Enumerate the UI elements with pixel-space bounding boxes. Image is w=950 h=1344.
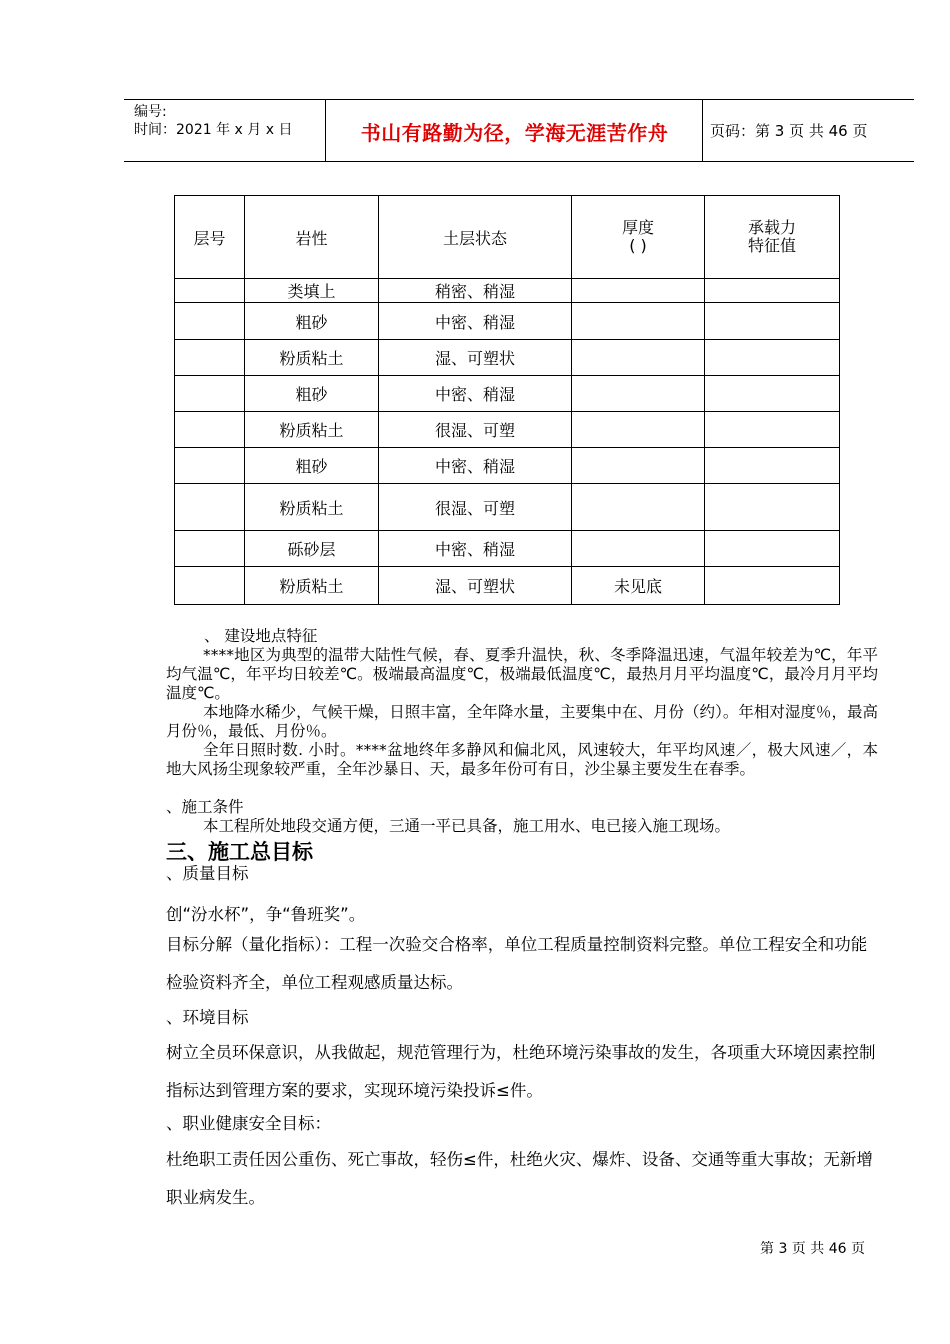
header-divider	[702, 100, 703, 161]
cell-thickness	[572, 412, 705, 448]
cell-layer	[175, 303, 245, 340]
cell-rock: 粗砂	[245, 376, 379, 412]
cell-rock: 粉质粘土	[245, 484, 379, 531]
cell-capacity	[705, 412, 840, 448]
cell-rock: 类填上	[245, 279, 379, 303]
cell-layer	[175, 340, 245, 376]
table-row	[175, 303, 840, 340]
construction-heading: 、施工条件	[166, 798, 244, 816]
footer-page-number: 第 3 页 共 46 页	[760, 1241, 865, 1257]
cell-layer	[175, 279, 245, 303]
cell-rock: 砾砂层	[245, 531, 379, 567]
cell-layer	[175, 567, 245, 605]
quality-award-line: 创“汾水杯”，争“鲁班奖”。	[166, 905, 366, 924]
cell-state: 稍密、稍湿	[379, 279, 572, 303]
cell-capacity	[705, 279, 840, 303]
environment-text: 树立全员环保意识，从我做起，规范管理行为，杜绝环境污染事故的发生，各项重大环境因素控制指标达到管理方案的要求，实现环境污染投诉≤件。	[166, 1043, 876, 1100]
construction-paragraph: 本工程所处地段交通方便，三通一平已具备，施工用水、电已接入施工现场。	[203, 817, 731, 835]
quality-heading: 、质量目标	[166, 864, 249, 883]
cell-capacity	[705, 448, 840, 484]
header-thickness-line1: 厚度	[621, 218, 654, 237]
cell-thickness	[572, 448, 705, 484]
header-capacity-line2: 特征值	[747, 236, 796, 255]
header-rock: 岩性	[245, 196, 379, 279]
document-time-label: 时间：2021 年 x 月 x 日	[134, 122, 293, 138]
safety-heading: 、职业健康安全目标：	[166, 1114, 331, 1133]
header-layer: 层号	[175, 196, 245, 279]
cell-capacity	[705, 376, 840, 412]
cell-capacity	[705, 484, 840, 531]
cell-rock: 粉质粘土	[245, 340, 379, 376]
cell-thickness	[572, 340, 705, 376]
cell-state: 中密、稍湿	[379, 376, 572, 412]
cell-layer	[175, 531, 245, 567]
site-paragraph-rainfall: 本地降水稀少，气候干燥，日照丰富，全年降水量，主要集中在、月份（约）。年相对湿度％，最高月份％，最低、月份％。	[166, 703, 878, 740]
cell-capacity	[705, 340, 840, 376]
cell-capacity	[705, 531, 840, 567]
table-row	[175, 531, 840, 567]
page-header	[124, 99, 914, 162]
cell-state: 很湿、可塑	[379, 412, 572, 448]
header-state: 土层状态	[379, 196, 572, 279]
table-row	[175, 376, 840, 412]
cell-thickness	[572, 303, 705, 340]
table-header-row	[175, 196, 840, 279]
cell-state: 中密、稍湿	[379, 303, 572, 340]
header-capacity	[705, 196, 840, 279]
header-meta	[134, 103, 292, 139]
cell-thickness: 未见底	[572, 567, 705, 605]
table-row	[175, 567, 840, 605]
cell-layer	[175, 448, 245, 484]
site-paragraph-climate: ****地区为典型的温带大陆性气候，春、夏季升温快，秋、冬季降温迅速，气温年较差为℃，年平均气温℃，年平均日较差℃。极端最高温度℃，极端最低温度℃，最热月月平均温度℃，最冷月月平均温度℃。	[166, 646, 878, 702]
cell-thickness	[572, 484, 705, 531]
environment-heading: 、环境目标	[166, 1008, 249, 1027]
cell-thickness	[572, 376, 705, 412]
header-thickness-line2: ( )	[629, 236, 647, 255]
cell-thickness	[572, 279, 705, 303]
site-heading: 、 建设地点特征	[204, 627, 318, 645]
cell-state: 湿、可塑状	[379, 567, 572, 605]
soil-layer-table	[174, 195, 840, 605]
cell-capacity	[705, 303, 840, 340]
cell-rock: 粉质粘土	[245, 412, 379, 448]
header-thickness	[572, 196, 705, 279]
section-title: 三、施工总目标	[166, 840, 313, 864]
table-row	[175, 448, 840, 484]
safety-text: 杜绝职工责任因公重伤、死亡事故，轻伤≤件，杜绝火灾、爆炸、设备、交通等重大事故；无新增职业病发生。	[166, 1150, 873, 1207]
cell-rock: 粉质粘土	[245, 567, 379, 605]
cell-layer	[175, 484, 245, 531]
cell-thickness	[572, 531, 705, 567]
site-paragraph-wind: 全年日照时数. 小时。****盆地终年多静风和偏北风，风速较大，年平均风速／，极大风速／，本地大风扬尘现象较严重，全年沙暴日、天，最多年份可有日，沙尘暴主要发生在春季。	[166, 741, 878, 778]
cell-rock: 粗砂	[245, 448, 379, 484]
cell-state: 中密、稍湿	[379, 448, 572, 484]
cell-state: 中密、稍湿	[379, 531, 572, 567]
document-code-label: 编号:	[134, 104, 167, 120]
cell-state: 很湿、可塑	[379, 484, 572, 531]
quality-breakdown: 目标分解（量化指标）：工程一次验交合格率，单位工程质量控制资料完整。单位工程安全和功能检验资料齐全，单位工程观感质量达标。	[166, 935, 868, 992]
header-motto: 书山有路勤为径，学海无涯苦作舟	[360, 121, 669, 145]
table-row	[175, 412, 840, 448]
cell-layer	[175, 412, 245, 448]
cell-state: 湿、可塑状	[379, 340, 572, 376]
cell-rock: 粗砂	[245, 303, 379, 340]
table-row	[175, 340, 840, 376]
cell-capacity	[705, 567, 840, 605]
header-capacity-line1: 承载力	[747, 218, 796, 237]
cell-layer	[175, 376, 245, 412]
header-divider	[325, 100, 326, 161]
table-row	[175, 279, 840, 303]
table-row	[175, 484, 840, 531]
header-page-number: 页码：第 3 页 共 46 页	[710, 122, 868, 140]
